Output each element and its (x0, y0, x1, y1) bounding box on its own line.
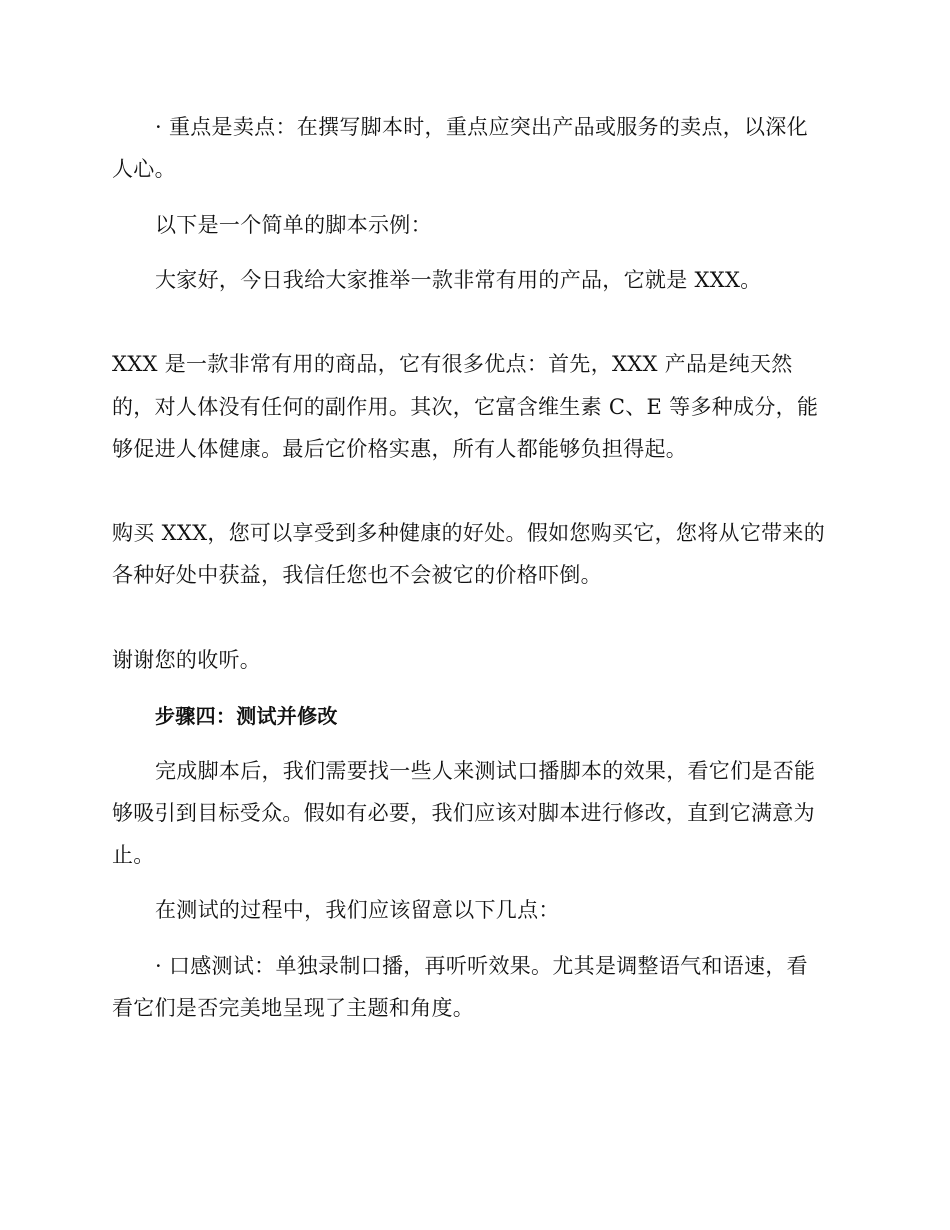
script-example-intro: 以下是一个简单的脚本示例： (155, 213, 432, 237)
script-greeting: 大家好，今日我给大家推举一款非常有用的产品，它就是 XXX。 (155, 268, 762, 292)
product-benefits-line-3: 够促进人体健康。最后它价格实惠，所有人都能够负担得起。 (112, 437, 688, 461)
product-benefits-line-2: 的，对人体没有任何的副作用。其次，它富含维生素 C、E 等多种成分，能 (112, 395, 819, 419)
testing-paragraph-line-2: 够吸引到目标受众。假如有必要，我们应该对脚本进行修改，直到它满意为 (112, 801, 815, 825)
testing-paragraph-line-3: 止。 (112, 843, 155, 867)
bullet-voice-test-line-2: 看它们是否完美地呈现了主题和角度。 (112, 996, 475, 1020)
thanks-line: 谢谢您的收听。 (112, 648, 262, 672)
purchase-appeal-line-2: 各种好处中获益，我信任您也不会被它的价格吓倒。 (112, 563, 602, 587)
product-benefits-line-1: XXX 是一款非常有用的商品，它有很多优点：首先，XXX 产品是纯天然 (112, 352, 793, 376)
testing-paragraph-line-1: 完成脚本后，我们需要找一些人来测试口播脚本的效果，看它们是否能 (155, 759, 816, 783)
bullet-voice-test-line-1: · 口感测试：单独录制口播，再听听效果。尤其是调整语气和语速，看 (155, 954, 808, 978)
bullet-selling-point-line-2: 人心。 (112, 157, 176, 181)
section-heading-step-four: 步骤四：测试并修改 (155, 704, 338, 728)
purchase-appeal-line-1: 购买 XXX，您可以享受到多种健康的好处。假如您购买它，您将从它带来的 (112, 521, 826, 545)
bullet-selling-point-line-1: · 重点是卖点：在撰写脚本时，重点应突出产品或服务的卖点，以深化 (155, 115, 808, 139)
testing-notes-intro: 在测试的过程中，我们应该留意以下几点： (155, 898, 560, 922)
